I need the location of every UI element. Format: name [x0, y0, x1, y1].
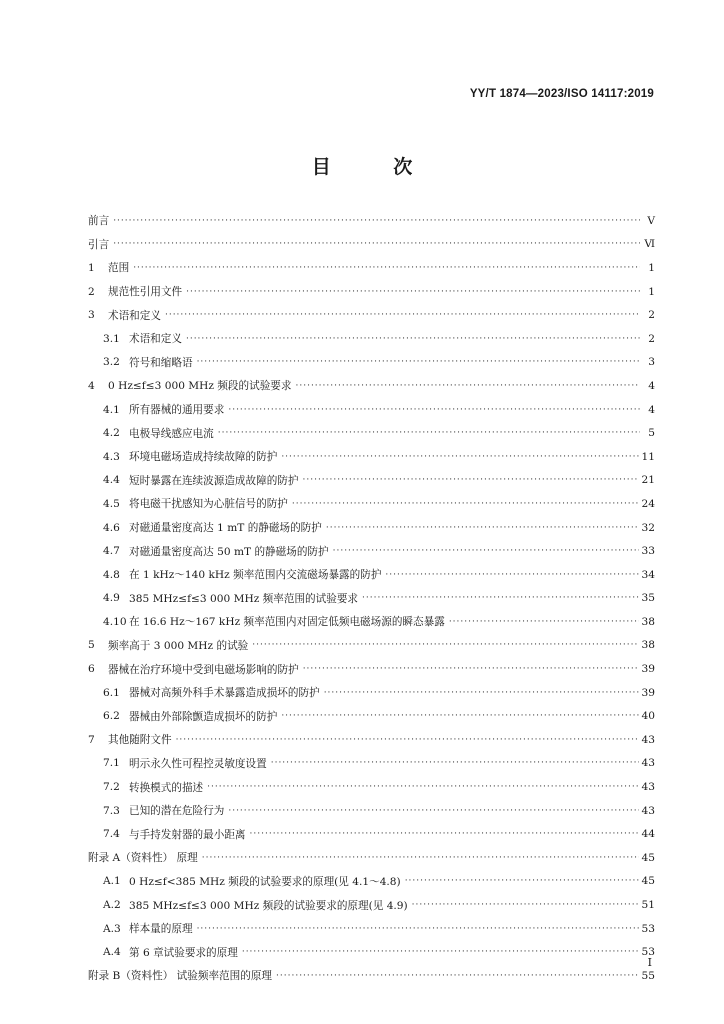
toc-entry[interactable]: [88, 917, 655, 941]
toc-entry-title: 在 16.6 Hz～167 kHz 频率范围内对固定低频电磁场源的瞬态暴露: [129, 616, 445, 629]
toc-entry-number: 4.5: [103, 497, 120, 510]
toc-entry-number: 7: [88, 733, 95, 746]
toc-entry-title: 符号和缩略语: [129, 356, 193, 369]
toc-entry-page: 11: [641, 450, 655, 463]
toc-entry-title: 其他随附文件: [108, 734, 172, 747]
toc-entry[interactable]: [88, 940, 655, 964]
toc-entry-title: 器械由外部除颤造成损坏的防护: [129, 710, 278, 723]
toc-entry-title: 范围: [108, 262, 130, 275]
toc-entry-page: 24: [641, 497, 655, 510]
toc-entry[interactable]: [88, 657, 655, 681]
toc-entry-number: 3.1: [103, 332, 120, 345]
toc-entry-number: 7.1: [103, 757, 120, 770]
document-code: YY/T 1874—2023/ISO 14117:2019: [469, 88, 654, 100]
toc-entry[interactable]: [88, 233, 655, 257]
toc-entry[interactable]: [88, 303, 655, 327]
toc-entry[interactable]: [88, 492, 655, 516]
toc-entry-page: 43: [641, 757, 655, 770]
toc-entry-page: 39: [641, 686, 655, 699]
toc-leader-dots: [385, 570, 638, 580]
toc-entry[interactable]: [88, 728, 655, 752]
toc-entry-title: 第 6 章试验要求的原理: [129, 946, 238, 959]
toc-entry-title: 器械对高频外科手术暴露造成损坏的防护: [129, 687, 320, 700]
toc-entry-number: 4.3: [103, 450, 120, 463]
toc-entry-page: 4: [648, 379, 655, 392]
toc-entry[interactable]: [88, 469, 655, 493]
toc-leader-dots: [207, 782, 638, 792]
toc-leader-dots: [228, 405, 640, 415]
toc-entry-number: 6.1: [103, 686, 120, 699]
toc-entry-title: 对磁通量密度高达 1 mT 的静磁场的防护: [129, 522, 322, 535]
toc-entry[interactable]: [88, 327, 655, 351]
toc-entry-title: 将电磁干扰感知为心脏信号的防护: [129, 498, 288, 511]
toc-entry-page: 32: [641, 521, 655, 534]
toc-entry-number: 6: [88, 663, 95, 676]
toc-entry-number: 3: [88, 309, 95, 322]
toc-entry[interactable]: [88, 610, 655, 634]
toc-leader-dots: [113, 216, 640, 226]
toc-entry-title: 前言: [88, 215, 110, 228]
toc-entry-title: 引言: [88, 238, 110, 251]
toc-entry[interactable]: [88, 681, 655, 705]
toc-entry-number: 4.4: [103, 474, 120, 487]
toc-leader-dots: [133, 263, 640, 273]
toc-entry-title: 0 Hz≤f≤3 000 MHz 频段的试验要求: [108, 380, 292, 393]
toc-entry-number: 4.9: [103, 592, 120, 605]
toc-entry[interactable]: [88, 846, 655, 870]
toc-entry-page: 4: [648, 403, 655, 416]
toc-leader-dots: [303, 475, 639, 485]
toc-entry-title: 附录 A（资料性） 原理: [88, 852, 198, 865]
toc-entry-page: 45: [641, 851, 655, 864]
toc-entry-page: 3: [648, 356, 655, 369]
toc-entry[interactable]: [88, 704, 655, 728]
toc-entry-page: Ⅵ: [644, 238, 655, 251]
toc-entry-title: 规范性引用文件: [108, 286, 183, 299]
toc-entry-page: 21: [641, 474, 655, 487]
toc-entry[interactable]: [88, 351, 655, 375]
toc-entry-title: 环境电磁场造成持续故障的防护: [129, 451, 278, 464]
toc-entry-page: 33: [641, 545, 655, 558]
toc-entry-page: 55: [641, 969, 655, 982]
page-number: Ⅰ: [647, 956, 652, 969]
toc-entry-title: 术语和定义: [129, 333, 182, 346]
toc-leader-dots: [165, 310, 640, 320]
toc-entry-number: 7.2: [103, 781, 120, 794]
toc-entry-title: 术语和定义: [108, 309, 161, 322]
toc-entry-number: 1: [88, 261, 95, 274]
toc-entry-page: 2: [648, 309, 655, 322]
toc-entry[interactable]: [88, 398, 655, 422]
toc-entry[interactable]: [88, 280, 655, 304]
toc-leader-dots: [250, 829, 639, 839]
toc-entry[interactable]: [88, 539, 655, 563]
toc-entry[interactable]: [88, 870, 655, 894]
toc-entry-title: 385 MHz≤f≤3 000 MHz 频率范围的试验要求: [129, 592, 359, 605]
toc-entry-title: 所有器械的通用要求: [129, 404, 225, 417]
toc-entry-number: 3.2: [103, 356, 120, 369]
toc-entry[interactable]: [88, 516, 655, 540]
toc-leader-dots: [281, 452, 638, 462]
toc-entry-number: 7.4: [103, 828, 120, 841]
table-of-contents: [88, 209, 655, 988]
toc-leader-dots: [113, 239, 640, 249]
toc-entry[interactable]: [88, 634, 655, 658]
toc-entry-number: 5: [88, 639, 95, 652]
toc-leader-dots: [271, 758, 639, 768]
toc-entry-page: 34: [641, 568, 655, 581]
toc-entry-title: 在 1 kHz～140 kHz 频率范围内交流磁场暴露的防护: [129, 569, 382, 582]
toc-entry[interactable]: [88, 587, 655, 611]
toc-entry[interactable]: [88, 822, 655, 846]
toc-leader-dots: [281, 711, 638, 721]
toc-entry-number: A.1: [103, 875, 121, 888]
toc-entry-page: 43: [641, 733, 655, 746]
toc-entry-page: 39: [641, 663, 655, 676]
toc-entry-page: 35: [641, 592, 655, 605]
toc-leader-dots: [449, 617, 639, 627]
toc-entry-page: 2: [648, 332, 655, 345]
toc-entry-number: 4.2: [103, 427, 120, 440]
toc-entry-number: 4: [88, 379, 95, 392]
toc-entry-number: 4.1: [103, 403, 120, 416]
toc-entry-page: Ⅴ: [647, 214, 655, 227]
toc-entry-page: 1: [648, 261, 655, 274]
toc-entry-number: A.4: [103, 946, 121, 959]
toc-entry-number: 4.8: [103, 568, 120, 581]
toc-leader-dots: [242, 947, 639, 957]
toc-entry-title: 电极导线感应电流: [129, 427, 214, 440]
toc-leader-dots: [326, 523, 639, 533]
toc-entry-title: 0 Hz≤f<385 MHz 频段的试验要求的原理(见 4.1～4.8): [129, 875, 401, 888]
toc-entry-page: 40: [641, 710, 655, 723]
toc-leader-dots: [176, 735, 639, 745]
toc-leader-dots: [186, 334, 640, 344]
toc-entry-title: 器械在治疗环境中受到电磁场影响的防护: [108, 663, 299, 676]
toc-entry-number: 7.3: [103, 804, 120, 817]
toc-entry[interactable]: [88, 964, 655, 988]
toc-entry-title: 样本量的原理: [129, 923, 193, 936]
toc-entry[interactable]: [88, 374, 655, 398]
toc-entry-number: 4.6: [103, 521, 120, 534]
toc-entry-page: 53: [641, 922, 655, 935]
toc-leader-dots: [228, 806, 638, 816]
toc-entry-page: 53: [641, 946, 655, 959]
toc-entry[interactable]: [88, 563, 655, 587]
toc-entry-number: A.3: [103, 922, 121, 935]
toc-entry-page: 43: [641, 804, 655, 817]
toc-entry[interactable]: [88, 256, 655, 280]
toc-entry-title: 对磁通量密度高达 50 mT 的静磁场的防护: [129, 545, 329, 558]
toc-entry-page: 51: [641, 899, 655, 912]
toc-leader-dots: [412, 900, 639, 910]
toc-entry-number: 6.2: [103, 710, 120, 723]
toc-leader-dots: [296, 381, 641, 391]
toc-entry[interactable]: [88, 209, 655, 233]
toc-title: 目 次: [311, 156, 441, 178]
toc-leader-dots: [292, 499, 639, 509]
toc-entry-title: 385 MHz≤f≤3 000 MHz 频段的试验要求的原理(见 4.9): [129, 899, 408, 912]
toc-entry-title: 频率高于 3 000 MHz 的试验: [108, 639, 249, 652]
toc-entry[interactable]: [88, 445, 655, 469]
toc-leader-dots: [333, 546, 639, 556]
toc-entry-number: 2: [88, 285, 95, 298]
toc-entry[interactable]: [88, 752, 655, 776]
toc-entry[interactable]: [88, 775, 655, 799]
toc-entry-title: 与手持发射器的最小距离: [129, 828, 246, 841]
toc-entry-title: 明示永久性可程控灵敏度设置: [129, 757, 267, 770]
toc-leader-dots: [197, 357, 640, 367]
toc-leader-dots: [405, 876, 639, 886]
toc-leader-dots: [218, 428, 640, 438]
toc-entry-title: 转换模式的描述: [129, 781, 204, 794]
toc-entry[interactable]: [88, 799, 655, 823]
toc-entry-number: 4.7: [103, 545, 120, 558]
toc-leader-dots: [276, 971, 638, 981]
toc-entry-title: 附录 B（资料性） 试验频率范围的原理: [88, 970, 273, 983]
toc-entry-number: 4.10: [103, 615, 127, 628]
toc-entry-page: 38: [641, 615, 655, 628]
toc-entry-page: 45: [641, 875, 655, 888]
toc-leader-dots: [197, 924, 639, 934]
toc-entry-page: 43: [641, 781, 655, 794]
toc-entry-number: A.2: [103, 899, 121, 912]
toc-entry[interactable]: [88, 893, 655, 917]
toc-entry-page: 5: [648, 427, 655, 440]
toc-leader-dots: [186, 287, 640, 297]
toc-leader-dots: [303, 664, 639, 674]
toc-entry-title: 已知的潜在危险行为: [129, 805, 225, 818]
toc-entry[interactable]: [88, 421, 655, 445]
toc-leader-dots: [324, 688, 639, 698]
toc-entry-page: 38: [641, 639, 655, 652]
toc-leader-dots: [202, 853, 639, 863]
toc-leader-dots: [252, 640, 638, 650]
toc-entry-page: 1: [648, 285, 655, 298]
toc-entry-page: 44: [641, 828, 655, 841]
toc-leader-dots: [362, 593, 639, 603]
toc-entry-title: 短时暴露在连续波源造成故障的防护: [129, 474, 299, 487]
